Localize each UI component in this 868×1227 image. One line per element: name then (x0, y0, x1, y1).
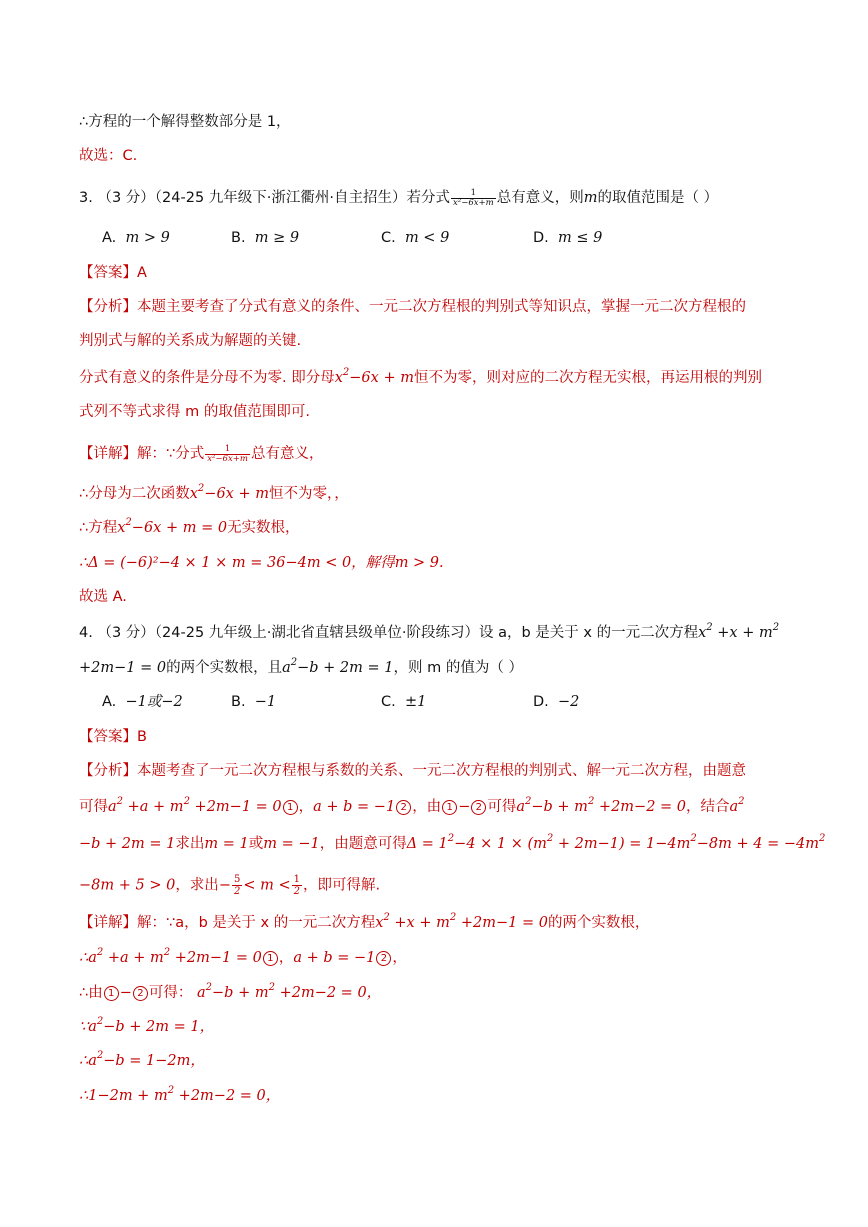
q4-detail-line1: 【详解】解：∵a，b 是关于 x 的一元二次方程$x^2 +x + m^2 +2m-1 = 0$的两个实数根， (79, 912, 650, 931)
q4-option-b: B. −1 (231, 694, 277, 710)
q3-detail-line2: ∴分母为二次函数$x^2-6x + m$恒不为零，， (79, 483, 349, 502)
q3-conclusion: 故选 A. (79, 589, 127, 605)
q3-detail-line1: 【详解】解：∵分式 $\frac{1}{\text{x²−6x+m}}$ 总有意义， (79, 443, 324, 464)
q3-answer: 【答案】A (79, 265, 147, 281)
q4-option-d: D. −2 (533, 694, 580, 710)
q3-option-b: B. m ≥ 9 (231, 230, 300, 246)
q3-analysis-line1: 【分析】本题主要考查了分式有意义的条件、一元二次方程根的判别式等知识点，掌握一元二次方程根的 (79, 299, 746, 315)
q3-detail-line3: ∴方程$x^2-6x + m = 0$无实数根， (79, 517, 300, 536)
q3-stem-text-b: 总有意义，则 (496, 190, 584, 206)
q3-stem-text-a: （3 分）（24-25 九年级下·浙江衢州·自主招生）若分式 (97, 190, 450, 206)
q3-analysis-line2: 判别式与解的关系成为解题的关键. (79, 333, 302, 349)
prev-solution-line: ∴方程的一个解得整数部分是 1， (79, 114, 291, 130)
q3-detail-fraction: $\frac{1}{\text{x²−6x+m}}$ (207, 443, 248, 464)
q3-stem-text-c: 的取值范围是（ ） (597, 190, 719, 206)
q4-answer: 【答案】B (79, 729, 147, 745)
q3-option-c: C. m < 9 (381, 230, 450, 246)
q3-analysis-line3: 分式有意义的条件是分母不为零. 即分母$x^2-6x + m$恒不为零，则对应的二次方程无实根，再运用根的判别 (79, 367, 762, 386)
q4-detail-line4: $\because a^2-b + 2m = 1$， (79, 1016, 215, 1035)
q4-analysis-line4: −8m + 5 > 0，求出− $\frac{5}{2}$ < m < $\frac{1}{2}$ ，即可得解. (79, 874, 381, 897)
q3-number: 3. (79, 190, 93, 206)
q4-analysis-line3: −b + 2m = 1求出m = 1或m = −1，由题意可得$\Delta = 1^2-4 \times 1 \times (m^2 + 2m-1) = 1-4m^2-8m + 4 = -4m^2$ (79, 833, 826, 852)
q4-detail-line6: ∴1−2m + $m^2 +2m-2 = 0$， (79, 1085, 281, 1104)
q3-option-d: D. m ≤ 9 (533, 230, 603, 246)
q4-detail-line2: $\therefore a^2 +a + m^2 +2m-1 = 0$ 1 ，a + b = −1 2 ， (79, 947, 407, 966)
q3-analysis-line4: 式列不等式求得 m 的取值范围即可. (79, 404, 310, 420)
q4-option-a: A. −1或−2 (102, 694, 183, 710)
q4-detail-line3: ∴由 1 − 2 可得： $a^2-b + m^2 +2m-2 = 0$， (79, 982, 382, 1001)
q3-detail-line4: ∴Δ = (−6)²−4 × 1 × m = 36−4m < 0，解得m > 9. (79, 555, 444, 571)
q3-stem-var: m (583, 190, 598, 206)
q4-stem-line2: +2m−1 = 0的两个实数根，且$a^2-b + 2m = 1$，则 m 的值为（ ） (79, 657, 523, 676)
q4-stem-line1: 4. （3 分）（24-25 九年级上·湖北省直辖县级单位·阶段练习）设 a，b 是关于 x 的一元二次方程$x^2 +x + m^2$ (79, 622, 780, 641)
q4-detail-line5: $\therefore a^2-b = 1-2m$， (79, 1050, 205, 1069)
q3-stem (79, 188, 798, 208)
q3-option-a: A. m > 9 (102, 230, 170, 246)
prev-conclusion: 故选：C. (79, 148, 138, 164)
q3-fraction: $\frac{1}{\text{x²−6x+m}}$ (453, 187, 494, 208)
q4-analysis-line2: 可得$a^2 +a + m^2 +2m-1 = 0$ 1 ，a + b = −1 2 ，由 1 − 2 可得$a^2-b + m^2 +2m-2 = 0$，结合$a^2$ (79, 796, 745, 815)
q4-analysis-line1: 【分析】本题考查了一元二次方程根与系数的关系、一元二次方程根的判别式、解一元二次方程，由题意 (79, 763, 746, 779)
q4-option-c: C. ±1 (381, 694, 427, 710)
